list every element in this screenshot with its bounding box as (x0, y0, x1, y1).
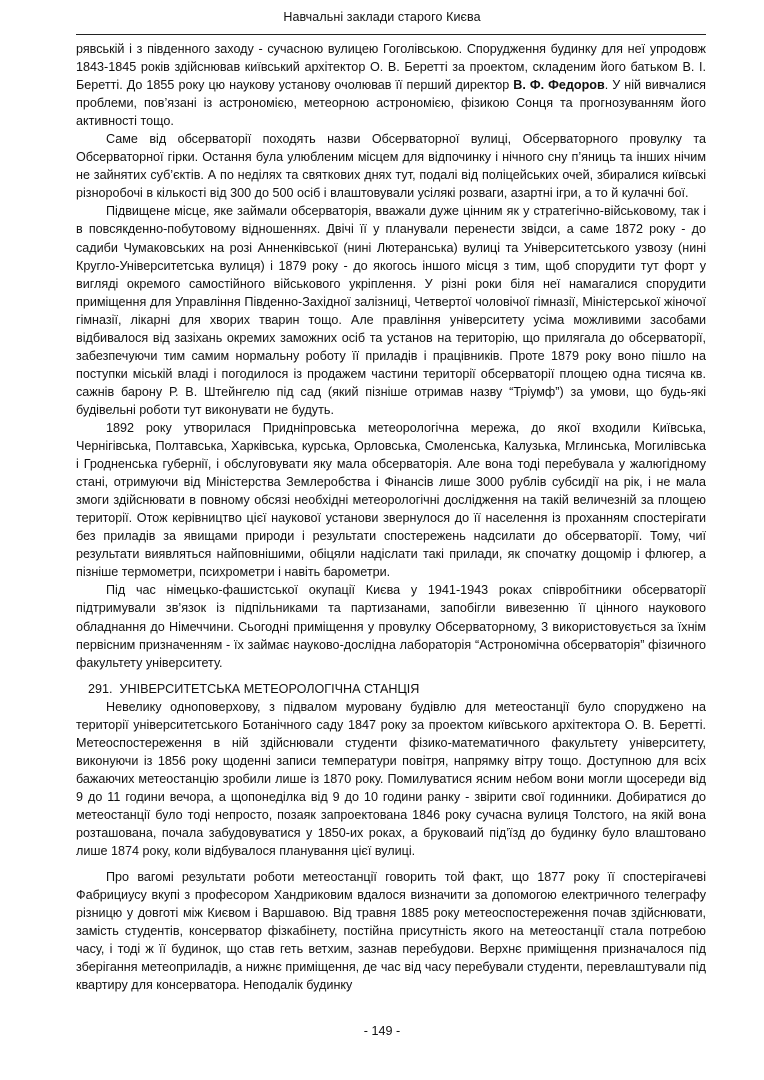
running-head: Навчальні заклади старого Києва (283, 10, 481, 24)
paragraph-gap (76, 860, 706, 868)
director-name: В. Ф. Федоров (513, 78, 605, 93)
paragraph: Саме від обсерваторії походять назви Обсерваторної вулиці, Обсерваторного провулку та Обсерваторної гірки. Остання була улюбленим місцем для відпочинку і нічного сну п’яниць та інших нічим не зайнятих суб’єктів. А по неділях та святкових днях тут, подалі від поліцейських очей, збиралися київські різноробочі в кількості від 300 до 500 осіб і влаштовували усілякі розваги, азартні ігри, а то й кулачні бої. (76, 132, 706, 201)
paragraph: Підвищене місце, яке займали обсерваторія, вважали дуже цінним як у стратегічно-військовому, так і в повсякденно-побутовому відношеннях. Двічі її у планували перенести звідси, а саме 1872 року - до садиби Чумаковських на розі Анненківської (нині Лютеранська) вулиці та Університетського узвозу (нині Кругло-Університетська вулиця) і 1879 року - до якогось іншого місця з тим, щоб спорудити тут форт у вигляді окремого самостійного військового укріплення. У різні роки біля неї намагалися спорудити приміщення для Управління Південно-Західної залізниці, Четвертої чоловічої гімназії, Міністерської жіночої гімназії, лікарні для хворих тварин тощо. Але правління університету усіма можливими засобами відбивалося від зазіхань окремих заможних осіб та установ на територію, що прилягала до обсерваторії, забезпечуючи тим самим нормальну роботу її приладів і працівників. Проте 1879 року воно пішло на поступки міській владі і погодилося із продажем частини території обсерваторії площею одна тисяча кв. сажнів барону Р. В. Штейнгелю під сад (який пізніше отримав назву “Тріумф”) за умови, що будь-які будівельні роботи тут виконувати не будуть. (76, 204, 706, 417)
paragraph: Невелику одноповерхову, з підвалом муровану будівлю для метеостанції було споруджено на території університетського Ботанічного саду 1847 року за проектом київського архітектора О. В. Беретті. Метеоспостереження в ній здійснювали студенти фізико-математичного факультету університету, виконуючи із 1856 року щоденні записи температури повітря, напрямку вітру тощо. Доступною для всіх бажаючих метеостанцію зробили лише із 1870 року. Помилуватися ясним небом вони могли щосереди від 9 до 11 години вечора, а щопонеділка від 9 до 10 години ранку - звірити свої годинники. Добиратися до метеостанції було тоді непросто, позаяк запроектована 1846 року сучасна вулиця Толстого, на якій вона розташована, почала забудовуватися у 1850-их роках, а бруковаий під’їзд до будинку було влаштовано лише 1874 року, коли відбувалося планування цієї вулиці. (76, 699, 706, 859)
section-title: УНІВЕРСИТЕТСЬКА МЕТЕОРОЛОГІЧНА СТАНЦІЯ (119, 681, 420, 696)
paragraph: Про вагомі результати роботи метеостанції говорить той факт, що 1877 року її спостерігачеві Фабрициусу вкупі з професором Хандриковим вдалося визначити за допомогою електричного телеграфу різницю у довготі між Києвом і Варшавою. Від травня 1885 року метеоспостереження почав здійснювати, замість студентів, консерватор фізкабінету, постійна присутність якого на метеостанції стала потребою часу, і тоді ж її будинок, що став геть ветхим, зазнав перебудови. Верхнє приміщення призначалося під зберігання метеоприладів, а нижнє приміщення, де час від часу перебували студенти, перевлаштували під квартиру для консерватора. Неподалік будинку (76, 870, 706, 993)
paragraph: Під час німецько-фашистської окупації Києва у 1941-1943 роках співробітники обсерваторії підтримували зв’язок із підпільниками та партизанами, запобігли вивезенню її цінного наукового обладнання до Німеччини. Сьогодні приміщення у провулку Обсерваторному, 3 використовується за їхнім первісним призначенням - їх займає науково-дослідна лабораторія “Астрономічна обсерваторія” фізичного факультету університету. (76, 583, 706, 670)
paragraph: 1892 року утворилася Придніпровська метеорологічна мережа, до якої входили Київська, Чернігівська, Полтавська, Харківська, курська, Орловська, Смоленська, Калузька, Мглинська, Могилівська і Гродненська губернії, і обслуговувати яку мала обсерваторія. Але вона тоді перебувала у жалюгідному стані, отримуючи від Міністерства Землеробства і Фінансів лише 3000 рублів субсидії на рік, і не мала змоги здійснювати в повному обсязі необхідні метеорологічні дослідження на такій величезній за площею території. Отож керівництво цієї наукової установи звернулося до її населення із проханням спостерігати без приладів за явищами природи і результати спостережень надсилати до обсерваторії. Тому, чиї результати виявляться найповнішими, обіцяли надіслати такі прилади, як спочатку дощомір і флюгер, а пізніше термометри, психрометри і навіть барометри. (76, 420, 706, 580)
paragraph-continued (76, 40, 706, 130)
paragraph-text: рявській і з південного заходу - сучасною вулицею Гоголівською. Спорудження будинку для неї упродовж 1843-1845 років здійснював київський архітектор О. В. Беретті за проектом, складеним його батьком В. І. Беретті. До 1855 року цю наукову установу очолював її перший директор (76, 42, 706, 93)
section-heading (76, 680, 706, 698)
section-number: 291. (88, 681, 113, 696)
paragraph-text: . У ній вивчалися проблеми, пов’язані із астрономією, метеорною астрономією, фізикою Сонця та прогнозуванням його активності тощо. (76, 78, 706, 129)
header-rule (76, 34, 706, 35)
body-text (76, 40, 706, 994)
page-number: - 149 - (363, 1024, 401, 1038)
